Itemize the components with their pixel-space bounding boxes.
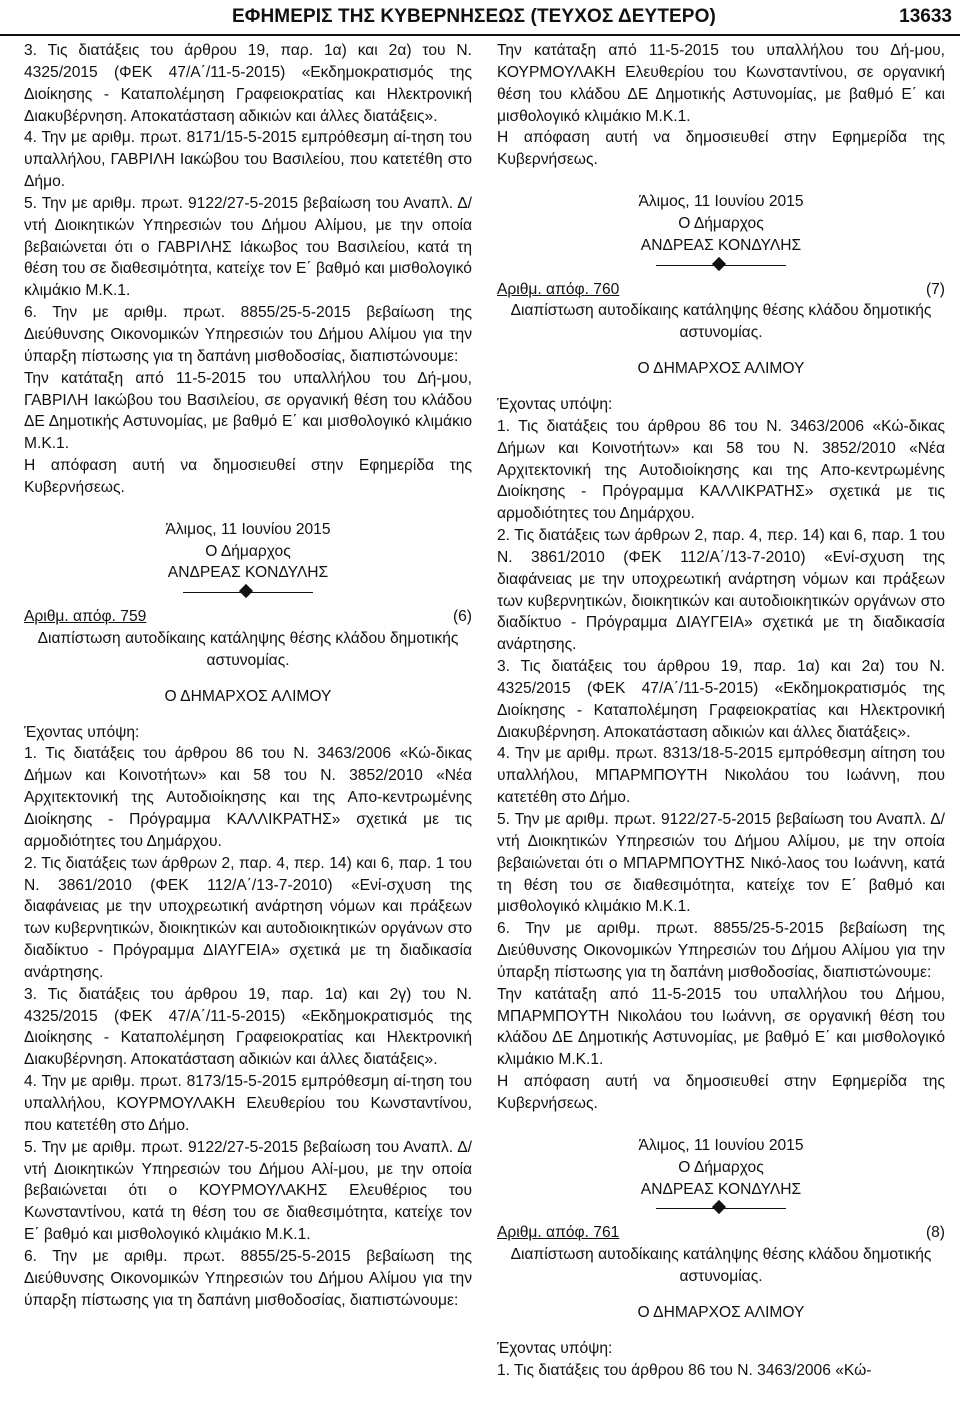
right-column	[497, 40, 945, 1381]
signature-role: Ο Δήμαρχος	[678, 1158, 764, 1176]
paragraph: 6. Την με αριθμ. πρωτ. 8855/25-5-2015 βεβαίωση της Διεύθυνσης Οικονομικών Υπηρεσιών του Δήμου Αλίμου για την ύπαρξη πίστωσης για τη δαπάνη μισθοδοσίας, διαπιστώνουμε:	[24, 304, 472, 365]
gazette-title: ΕΦΗΜΕΡΙΣ ΤΗΣ ΚΥΒΕΡΝΗΣΕΩΣ (ΤΕΥΧΟΣ ΔΕΥΤΕΡΟ)	[232, 6, 716, 27]
page-header	[0, 0, 960, 42]
having-regard: Έχοντας υπόψη:	[497, 1339, 613, 1357]
signature-role: Ο Δήμαρχος	[678, 214, 764, 232]
paragraph: Την κατάταξη από 11-5-2015 του υπαλλήλου του Δή-μου, ΚΟΥΡΜΟΥΛΑΚΗ Ελευθερίου του Κωνσταντίνου, σε οργανική θέση του κλάδου ΔΕ Δημοτικής Αστυνομίας, με βαθμό Ε΄ και μισθολογικό κλιμάκιο Μ.Κ.1.	[497, 42, 945, 125]
issuing-authority: Ο ΔΗΜΑΡΧΟΣ ΑΛΙΜΟΥ	[164, 687, 332, 705]
paragraph: 3. Τις διατάξεις του άρθρου 19, παρ. 1α) και 2α) του Ν. 4325/2015 (ΦΕΚ 47/Α΄/11-5-2015) «Εκδημοκρατισμός της Διοίκησης - Καταπολέμηση Γραφειοκρατίας και Ηλεκτρονική Διακυβέρνηση. Αποκατάσταση αδικιών και άλλες διατάξεις».	[497, 658, 945, 741]
paragraph: 3. Τις διατάξεις του άρθρου 19, παρ. 1α) και 2α) του Ν. 4325/2015 (ΦΕΚ 47/Α΄/11-5-2015) «Εκδημοκρατισμός της Διοίκησης - Καταπολέμηση Γραφειοκρατίας και Ηλεκτρονική Διακυβέρνηση. Αποκατάσταση αδικιών και άλλες διατάξεις».	[24, 42, 472, 125]
paragraph: Την κατάταξη από 11-5-2015 του υπαλλήλου του Δήμου, ΜΠΑΡΜΠΟΥΤΗ Νικολάου του Ιωάννη, σε οργανική θέση του κλάδου ΔΕ Δημοτικής Αστυνομίας, με βαθμό Ε΄ και μισθολογικό κλιμάκιο Μ.Κ.1.	[497, 985, 945, 1069]
decision-number: Αριθμ. απόφ. 760	[497, 280, 620, 298]
paragraph: 5. Την με αριθμ. πρωτ. 9122/27-5-2015 βεβαίωση του Αναπλ. Δ/ντή Διοικητικών Υπηρεσιών του Δήμου Αλίμου, με την οποία βεβαιώνεται ότι ο ΜΠΑΡΜΠΟΥΤΗΣ Νικό-λαος του Ιωάννη, κατά τη θέση του σε διαθεσιμότητα, κατείχε τον Ε΄ βαθμό και μισθολογικό κλιμάκιο Μ.Κ.1.	[497, 811, 945, 916]
signature-date: Άλιμος, 11 Ιουνίου 2015	[638, 1136, 804, 1154]
signature-date: Άλιμος, 11 Ιουνίου 2015	[165, 520, 331, 538]
paragraph: 4. Την με αριθμ. πρωτ. 8173/15-5-2015 εμπρόθεσμη αί-τηση του υπαλλήλου, ΚΟΥΡΜΟΥΛΑΚΗ Ελευθερίου του Κωνσταντίνου, που κατετέθη στο Δήμο.	[24, 1073, 472, 1134]
paragraph: 5. Την με αριθμ. πρωτ. 9122/27-5-2015 βεβαίωση του Αναπλ. Δ/ντή Διοικητικών Υπηρεσιών του Δήμου Αλί-μου, με την οποία βεβαιώνεται ότι ο ΚΟΥΡΜΟΥΛΑΚΗΣ Ελευθέριος του Κωνσταντίνου, κατά τη θέση του σε διαθεσιμότητα, κατείχε τον Ε΄ βαθμό και μισθολογικό κλιμάκιο Μ.Κ.1.	[24, 1138, 472, 1244]
paragraph: 1. Τις διατάξεις του άρθρου 86 του Ν. 3463/2006 «Κώ-δικας Δήμων και Κοινοτήτων» και 58 του Ν. 3852/2010 «Νέα Αρχιτεκτονική της Αυτοδιοίκησης και της Απο-κεντρωμένης Διοίκησης - Πρόγραμμα ΚΑΛΛΙΚΡΑΤΗΣ» σχετικά με τις αρμοδιότητες του Δημάρχου.	[497, 417, 945, 523]
section-separator	[656, 259, 786, 273]
paragraph: 1. Τις διατάξεις του άρθρου 86 του Ν. 3463/2006 «Κώ-δικας Δήμων και Κοινοτήτων» και 58 του Ν. 3852/2010 «Νέα Αρχιτεκτονική της Αυτοδιοίκησης και της Απο-κεντρωμένης Διοίκησης - Πρόγραμμα ΚΑΛΛΙΚΡΑΤΗΣ» σχετικά με τις αρμοδιότητες του Δημάρχου.	[24, 745, 472, 850]
issuing-authority: Ο ΔΗΜΑΡΧΟΣ ΑΛΙΜΟΥ	[637, 1303, 805, 1321]
decision-index: (6)	[452, 608, 472, 626]
decision-number: Αριθμ. απόφ. 761	[497, 1224, 620, 1242]
decision-number: Αριθμ. απόφ. 759	[24, 608, 147, 626]
paragraph: 2. Τις διατάξεις των άρθρων 2, παρ. 4, περ. 14) και 6, παρ. 1 του Ν. 3861/2010 (ΦΕΚ 112/Α΄/13-7-2010) «Ενί-σχυση της διαφάνειας με την υποχρεωτική ανάρτηση νόμων και πράξεων των κυβερνητικών, διοικητικών και αυτοδιοικητικών οργάνων στο διαδίκτυο - Πρόγραμμα ΔΙΑΥΓΕΙΑ» σχετικά με τη διαδικασία ανάρτησης.	[497, 527, 945, 654]
header-divider	[0, 34, 960, 36]
paragraph: 4. Την με αριθμ. πρωτ. 8171/15-5-2015 εμπρόθεσμη αί-τηση του υπαλλήλου, ΓΑΒΡΙΛΗ Ιακώβου του Βασιλείου, που κατετέθη στο Δήμο.	[24, 129, 472, 191]
paragraph: 2. Τις διατάξεις των άρθρων 2, παρ. 4, περ. 14) και 6, παρ. 1 του Ν. 3861/2010 (ΦΕΚ 112/Α΄/13-7-2010) «Ενί-σχυση της διαφάνειας με την υποχρεωτική ανάρτηση νόμων και πράξεων των κυβερνητικών, διοικητικών και αυτοδιοικητικών οργάνων στο διαδίκτυο - Πρόγραμμα ΔΙΑΥΓΕΙΑ» σχετικά με τη διαδικασία ανάρτησης.	[24, 854, 472, 981]
paragraph: Η απόφαση αυτή να δημοσιευθεί στην Εφημερίδα της Κυβερνήσεως.	[497, 129, 945, 169]
decision-index: (7)	[925, 280, 945, 298]
signature-name: ΑΝΔΡΕΑΣ ΚΟΝΔΥΛΗΣ	[167, 564, 329, 582]
paragraph: 4. Την με αριθμ. πρωτ. 8313/18-5-2015 εμπρόθεσμη αίτηση του υπαλλήλου, ΜΠΑΡΜΠΟΥΤΗ Νικολάου του Ιωάννη, που κατετέθη στο Δήμο.	[497, 745, 945, 807]
paragraph: 3. Τις διατάξεις του άρθρου 19, παρ. 1α) και 2γ) του Ν. 4325/2015 (ΦΕΚ 47/Α΄/11-5-2015) «Εκδημοκρατισμός της Διοίκησης - Καταπολέμηση Γραφειοκρατίας και Ηλεκτρονική Διακυβέρνηση. Αποκατάσταση αδικιών και άλλες διατάξεις».	[24, 985, 472, 1069]
signature-name: ΑΝΔΡΕΑΣ ΚΟΝΔΥΛΗΣ	[640, 1180, 802, 1198]
decision-title: Διαπίστωση αυτοδίκαιης κατάληψης θέσης κλάδου δημοτικής αστυνομίας.	[37, 630, 459, 669]
paragraph: 6. Την με αριθμ. πρωτ. 8855/25-5-2015 βεβαίωση της Διεύθυνσης Οικονομικών Υπηρεσιών του Δήμου Αλίμου για την ύπαρξη πίστωσης για τη δαπάνη μισθοδοσίας, διαπιστώνουμε:	[24, 1247, 472, 1309]
decision-heading	[497, 1222, 945, 1244]
signature-role: Ο Δήμαρχος	[205, 542, 291, 560]
paragraph: Η απόφαση αυτή να δημοσιευθεί στην Εφημερίδα της Κυβερνήσεως.	[497, 1073, 945, 1112]
diamond-icon	[712, 257, 726, 271]
having-regard: Έχοντας υπόψη:	[497, 395, 613, 413]
decision-title: Διαπίστωση αυτοδίκαιης κατάληψης θέσης κλάδου δημοτικής αστυνομίας.	[510, 1246, 932, 1286]
paragraph: Την κατάταξη από 11-5-2015 του υπαλλήλου του Δή-μου, ΓΑΒΡΙΛΗ Ιακώβου του Βασιλείου, σε οργανική θέση του κλάδου ΔΕ Δημοτικής Αστυνομίας, με βαθμό Ε΄ και μισθολογικό κλιμάκιο Μ.Κ.1.	[24, 369, 472, 453]
decision-heading	[497, 279, 945, 301]
signature-name: ΑΝΔΡΕΑΣ ΚΟΝΔΥΛΗΣ	[640, 236, 802, 254]
having-regard: Έχοντας υπόψη:	[24, 723, 140, 741]
issuing-authority: Ο ΔΗΜΑΡΧΟΣ ΑΛΙΜΟΥ	[637, 360, 805, 378]
decision-heading	[24, 606, 472, 628]
left-column	[24, 40, 472, 1311]
diamond-icon	[239, 584, 253, 598]
signature-date: Άλιμος, 11 Ιουνίου 2015	[638, 193, 804, 211]
paragraph: Η απόφαση αυτή να δημοσιευθεί στην Εφημερίδα της Κυβερνήσεως.	[24, 457, 472, 496]
section-separator	[656, 1202, 786, 1216]
decision-title: Διαπίστωση αυτοδίκαιης κατάληψης θέσης κλάδου δημοτικής αστυνομίας.	[510, 302, 932, 342]
diamond-icon	[712, 1200, 726, 1214]
paragraph: 6. Την με αριθμ. πρωτ. 8855/25-5-2015 βεβαίωση της Διεύθυνσης Οικονομικών Υπηρεσιών του Δήμου Αλίμου για την ύπαρξη πίστωσης για τη δαπάνη μισθοδοσίας, διαπιστώνουμε:	[497, 920, 945, 981]
section-separator	[183, 586, 313, 600]
paragraph: 5. Την με αριθμ. πρωτ. 9122/27-5-2015 βεβαίωση του Αναπλ. Δ/ντή Διοικητικών Υπηρεσιών του Δήμου Αλίμου, με την οποία βεβαιώνεται ότι ο ΓΑΒΡΙΛΗΣ Ιάκωβος του Βασιλείου, κατά τη θέση του σε διαθεσιμότητα, κατείχε τον Ε΄ βαθμό και μισθολογικό κλιμάκιο Μ.Κ.1.	[24, 194, 472, 300]
page-number: 13633	[899, 6, 952, 27]
decision-index: (8)	[925, 1224, 945, 1242]
paragraph: 1. Τις διατάξεις του άρθρου 86 του Ν. 3463/2006 «Κώ-	[497, 1361, 872, 1379]
